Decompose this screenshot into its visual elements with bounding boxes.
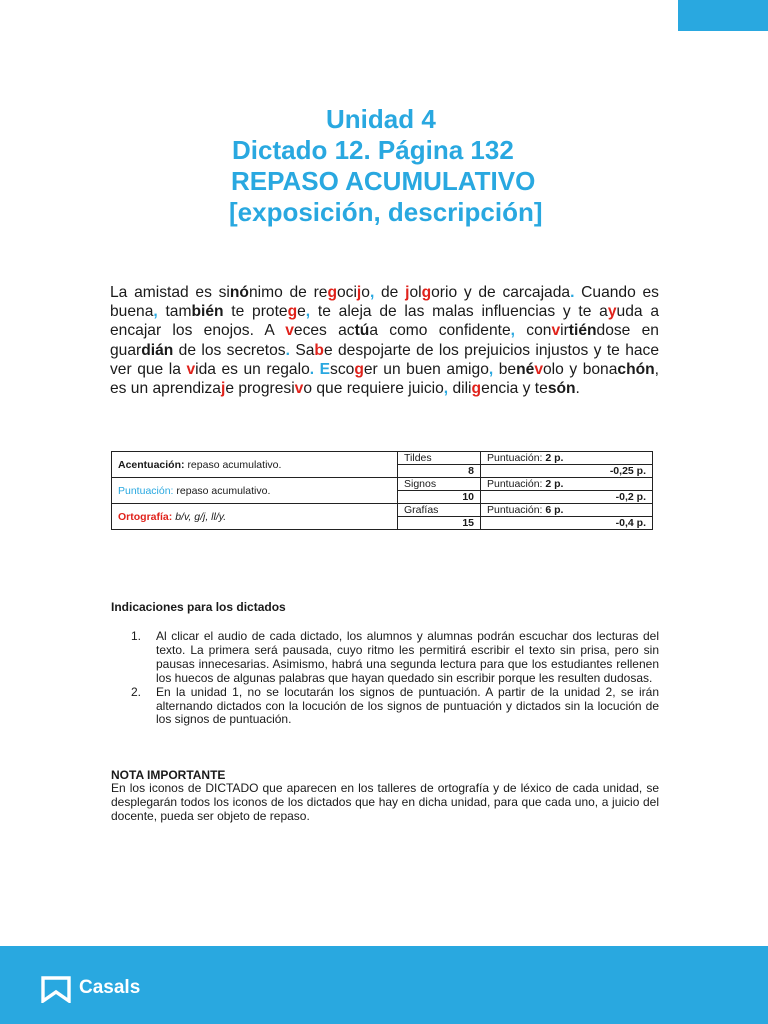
dictation-run: tú <box>354 322 370 340</box>
score-value: Puntuación: 6 p. <box>481 504 653 517</box>
dictation-run: orio y de carcajada <box>431 284 571 301</box>
footer-bar <box>0 946 768 1024</box>
dictation-run: . <box>285 341 290 359</box>
dictation-run: són <box>547 380 576 398</box>
dictation-run: , <box>305 303 311 321</box>
dictation-run: dili <box>448 380 472 398</box>
criterion-label: Ortografía: <box>118 510 173 523</box>
dictation-run: g <box>471 380 482 398</box>
dictation-run: o <box>361 284 370 301</box>
criterion-cell <box>112 504 398 530</box>
list-number: 2. <box>131 684 142 699</box>
dictation-run: y <box>607 303 617 321</box>
dictation-run: Cuando es buena <box>110 284 659 321</box>
dictation-run: né <box>516 360 535 378</box>
review-subtitle: REPASO ACUMULATIVO <box>231 166 536 196</box>
dictation-run: v <box>534 360 543 378</box>
dictation-run: g <box>287 303 298 321</box>
dictation-run: be <box>493 360 517 378</box>
dictation-run: g <box>421 284 432 301</box>
dictation-run: sco <box>330 360 355 378</box>
dictation-text <box>110 283 659 398</box>
criterion-cell <box>112 452 398 478</box>
dictation-run: v <box>551 322 561 340</box>
note-title: NOTA IMPORTANTE <box>111 768 226 782</box>
dictation-run: nimo de re <box>248 284 328 301</box>
dictation-run: eces ac <box>293 322 355 340</box>
dictation-run: e <box>297 303 306 321</box>
dictation-run: er un buen amigo <box>363 360 489 378</box>
dictation-run: j <box>220 380 226 398</box>
dictation-run: . <box>309 360 315 378</box>
dictation-run: ida es un regalo <box>195 360 310 378</box>
dictation-run: oci <box>336 284 357 301</box>
dictation-run: nó <box>229 284 249 301</box>
dictation-run: te aleja de las malas influencias y te a <box>310 303 608 321</box>
dictation-run: ir <box>560 322 569 340</box>
dictation-run: encia y te <box>481 380 548 398</box>
top-corner-tab <box>678 0 768 31</box>
criterion-cell <box>112 478 398 504</box>
dictation-run: o que requiere juicio <box>303 380 444 398</box>
penalty-value: -0,25 p. <box>481 465 653 478</box>
dictation-run: de los secretos <box>173 341 286 359</box>
item-count: 8 <box>398 465 481 478</box>
dictation-run: chón <box>617 360 655 378</box>
instructions-title: Indicaciones para los dictados <box>111 600 286 614</box>
dictation-run: j <box>405 284 410 301</box>
dictation-run: , <box>510 322 515 340</box>
dictation-run: v <box>294 380 304 398</box>
dictation-run: , <box>443 380 449 398</box>
criterion-desc: repaso acumulativo. <box>176 484 271 497</box>
dictation-run: , <box>153 303 158 321</box>
dictation-run: dián <box>141 341 174 359</box>
score-value: Puntuación: 2 p. <box>481 478 653 491</box>
dictation-run: g <box>354 360 364 378</box>
dictation-run: con <box>515 322 552 340</box>
penalty-value: -0,2 p. <box>481 491 653 504</box>
item-count: 10 <box>398 491 481 504</box>
dictation-run: e progresi <box>225 380 295 398</box>
item-type: Tildes <box>398 452 481 465</box>
brand-name: Casals <box>79 977 141 998</box>
dictation-run: Sa <box>289 341 315 359</box>
note-text: En los iconos de DICTADO que aparecen en los talleres de ortografía y de léxico de cada unidad, se desplegarán todos los iconos de los dictados que hay en dicha unidad, para que cada uno, a juicio del docente, pueda ser objeto de repaso. <box>111 781 659 823</box>
dictation-run: v <box>285 322 294 340</box>
list-item <box>111 686 659 728</box>
item-type: Grafías <box>398 504 481 517</box>
dictation-run: tién <box>568 322 597 340</box>
criterion-label: Puntuación: <box>118 484 174 497</box>
table-row <box>112 452 653 465</box>
dictation-run: v <box>186 360 196 378</box>
dictation-run: E <box>319 360 331 378</box>
list-number: 1. <box>131 629 142 643</box>
dictation-title: Dictado 12. Página 132 <box>232 135 514 165</box>
score-value: Puntuación: 2 p. <box>481 452 653 465</box>
penalty-value: -0,4 p. <box>481 517 653 530</box>
dictation-run: bién <box>191 303 224 321</box>
dictation-run: e despojarte de los prejuicios injustos y te hace ver que la <box>110 341 660 378</box>
topics-subtitle: [exposición, descripción] <box>229 197 543 227</box>
dictation-run: a como confidente <box>369 322 511 340</box>
criterion-desc: b/v, g/j, ll/y. <box>175 510 227 523</box>
dictation-run: tam <box>157 303 192 321</box>
dictation-run: dose en guar <box>110 322 659 359</box>
dictation-run: j <box>356 284 362 301</box>
item-count: 15 <box>398 517 481 530</box>
score-table <box>111 451 653 530</box>
dictation-run: . <box>570 284 575 301</box>
dictation-run: uda a encajar los enojos. A <box>110 303 659 340</box>
unit-title: Unidad 4 <box>326 104 436 134</box>
dictation-run: de <box>374 284 406 301</box>
table-row <box>112 478 653 491</box>
table-row <box>112 504 653 517</box>
dictation-run: , <box>369 284 375 301</box>
dictation-run: , es un aprendiza <box>110 360 659 398</box>
dictation-run: olo y bona <box>543 360 618 378</box>
dictation-run: b <box>314 341 324 359</box>
instructions-list <box>111 630 659 727</box>
dictation-run: ol <box>409 284 422 301</box>
list-item <box>111 630 659 686</box>
dictation-run: , <box>488 360 494 378</box>
dictation-run: La amistad es si <box>110 284 230 301</box>
dictation-run: g <box>327 284 337 301</box>
criterion-desc: repaso acumulativo. <box>187 458 282 471</box>
casals-logo-icon <box>41 975 71 1003</box>
dictation-run: . <box>575 380 580 398</box>
dictation-run: te prote <box>223 303 288 321</box>
item-type: Signos <box>398 478 481 491</box>
criterion-label: Acentuación: <box>118 458 185 471</box>
list-text: En la unidad 1, no se locutarán los signos de puntuación. A partir de la unidad 2, se irán alternando dictados con la locución de los signos de puntuación y dictados sin la locución de los signos de puntuación. <box>156 684 659 727</box>
list-text: Al clicar el audio de cada dictado, los alumnos y alumnas podrán escuchar dos lecturas del texto. La primera será pausada, cuyo ritmo les permitirá escribir el texto sin prisa, pero sin pausas innecesarias. Asimismo, habrá una segunda lectura para que los estudiantes rellenen los huecos de algunas palabras que hayan quedado sin escribir porque les resulten dudosas. <box>156 629 659 685</box>
